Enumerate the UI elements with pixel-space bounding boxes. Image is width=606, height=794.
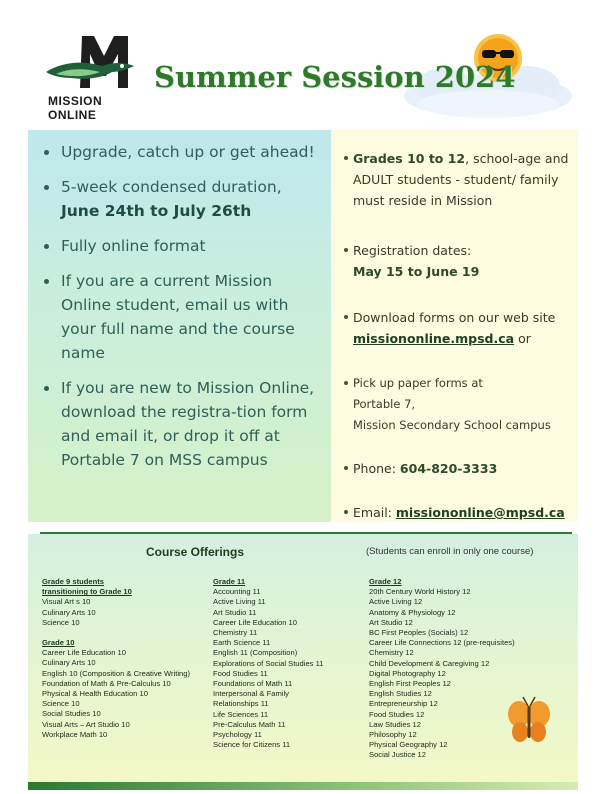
download-tail: or [518,331,531,346]
grades-text: Grades 10 to 12 [353,151,466,166]
grade10-column [42,577,210,740]
logo-text-mission: MISSION [48,94,103,108]
course-item: English 10 (Composition & Creative Writing) [42,668,190,678]
course-item: Accounting 11 [213,587,261,597]
pickup-line2: Portable 7, [353,397,416,411]
course-item: Science 10 [42,617,80,627]
bullet-icon [344,510,348,514]
page-title: Summer Session 2024 [154,60,516,94]
course-item: Foundation of Math & Pre-Calculus 10 [42,678,171,688]
course-item: Life Sciences 11 [213,709,269,719]
dates-text: June 24th to July 26th [61,202,252,220]
phone-number[interactable]: 604-820-3333 [399,461,498,476]
course-item: Social Justice 12 [369,750,426,760]
pickup-item [353,373,573,436]
email-label: Email: [353,505,392,520]
course-item: Digital Photography 12 [369,668,446,678]
course-item: Career Life Education 10 [213,617,298,627]
course-item: Visual Art s 10 [42,597,91,607]
bullet-icon [344,381,348,385]
phone-label: Phone: [353,461,396,476]
bullet-icon [44,386,49,391]
group-title: Grade 9 students transitioning to Grade 10 [42,577,132,597]
course-item: Science 10 [42,699,80,709]
eligibility-text: , school-age and ADULT students - student/ family must reside in Mission [353,151,569,208]
left-info-panel [28,130,331,522]
course-item: Psychology 11 [213,730,262,740]
course-item: Pre-Calculus Math 11 [213,719,286,729]
course-item: BC First Peoples (Socials) 12 [369,628,469,638]
course-item: Relationships 11 [213,699,269,709]
pickup-line1: Pick up paper forms at [353,376,483,390]
list-item [28,234,331,258]
right-info-panel [331,130,578,522]
course-item: Career Life Education 10 [42,648,127,658]
download-text: Download forms on our web site [353,310,556,325]
bullet-icon [344,466,348,470]
course-item: Entrepreneurship 12 [369,699,438,709]
course-item: Active Living 11 [213,597,266,607]
eligibility-item [353,148,573,211]
course-list [42,648,210,740]
list-item [28,269,331,365]
bullet-icon [44,150,49,155]
course-item: Culinary Arts 10 [42,607,96,617]
bullet-text: Fully online format [61,237,206,255]
course-item: Foundations of Math 11 [213,679,293,689]
bullet-icon [344,156,348,160]
list-item [28,376,331,472]
course-offerings-heading: Course Offerings [146,545,245,559]
phone-item [353,458,573,479]
list-item [28,175,331,223]
bullet-icon [44,185,49,190]
course-item: Chemistry 11 [213,628,258,638]
bullet-icon [344,315,348,319]
bullet-text: 5-week condensed duration, [61,178,282,196]
course-item: Food Studies 12 [369,709,425,719]
bullet-text: If you are new to Mission Online, download the registra-tion form and email it, or drop it off at Portable 7 on MSS campus [61,379,315,469]
bullet-text: If you are a current Mission Online student, email us with your full name and the course name [61,272,295,362]
butterfly-icon [506,694,552,746]
course-item: 20th Century World History 12 [369,587,471,597]
pickup-line3: Mission Secondary School campus [353,418,551,432]
registration-item [353,240,573,282]
email-item [353,502,573,523]
footer-bar [28,782,578,790]
course-item: English 11 (Composition) [213,648,298,658]
group-title: Grade 11 [213,577,246,586]
bullet-icon [44,244,49,249]
registration-dates: May 15 to June 19 [353,264,480,279]
course-item: English First Peoples 12 [369,679,451,689]
header [28,26,578,130]
email-link[interactable]: missiononline@mpsd.ca [395,505,565,520]
course-item: Physical & Health Education 10 [42,689,148,699]
bullet-icon [344,248,348,252]
course-item: Chemistry 12 [369,648,414,658]
course-item: Earth Science 11 [213,638,271,648]
course-item: Science for Citizens 11 [213,740,291,750]
course-item: Law Studies 12 [369,719,421,729]
course-item: Physical Geography 12 [369,740,448,750]
course-item: Interpersonal & Family [213,689,289,699]
grade11-column [213,577,363,750]
download-item [353,307,573,349]
course-item: Art Studio 12 [369,617,413,627]
course-item: Social Studies 10 [42,709,101,719]
course-item: Workplace Math 10 [42,729,108,739]
course-item: Career Life Connections 12 (pre-requisites) [369,638,515,648]
logo-text-online: ONLINE [48,108,97,122]
bullet-text: Upgrade, catch up or get ahead! [61,143,315,161]
course-item: English Studies 12 [369,689,432,699]
bullet-icon [44,279,49,284]
course-item: Anatomy & Physiology 12 [369,607,456,617]
group-title: Grade 10 [42,638,75,648]
course-item: Active Living 12 [369,597,423,607]
course-item: Culinary Arts 10 [42,658,96,668]
course-item: Art Studio 11 [213,607,257,617]
enroll-note: (Students can enroll in only one course) [366,546,534,557]
course-item: Food Studies 11 [213,668,268,678]
course-item: Explorations of Social Studies 11 [213,658,324,668]
registration-label: Registration dates: [353,243,472,258]
group-title: Grade 12 [369,577,402,586]
course-item: Visual Arts – Art Studio 10 [42,719,130,729]
course-item: Philosophy 12 [369,730,417,740]
website-link[interactable]: missiononline.mpsd.ca [353,331,515,346]
list-item [28,140,331,164]
spacer [42,628,210,638]
course-list [213,587,363,750]
course-item: Child Development & Caregiving 12 [369,658,490,668]
course-list [42,597,210,628]
